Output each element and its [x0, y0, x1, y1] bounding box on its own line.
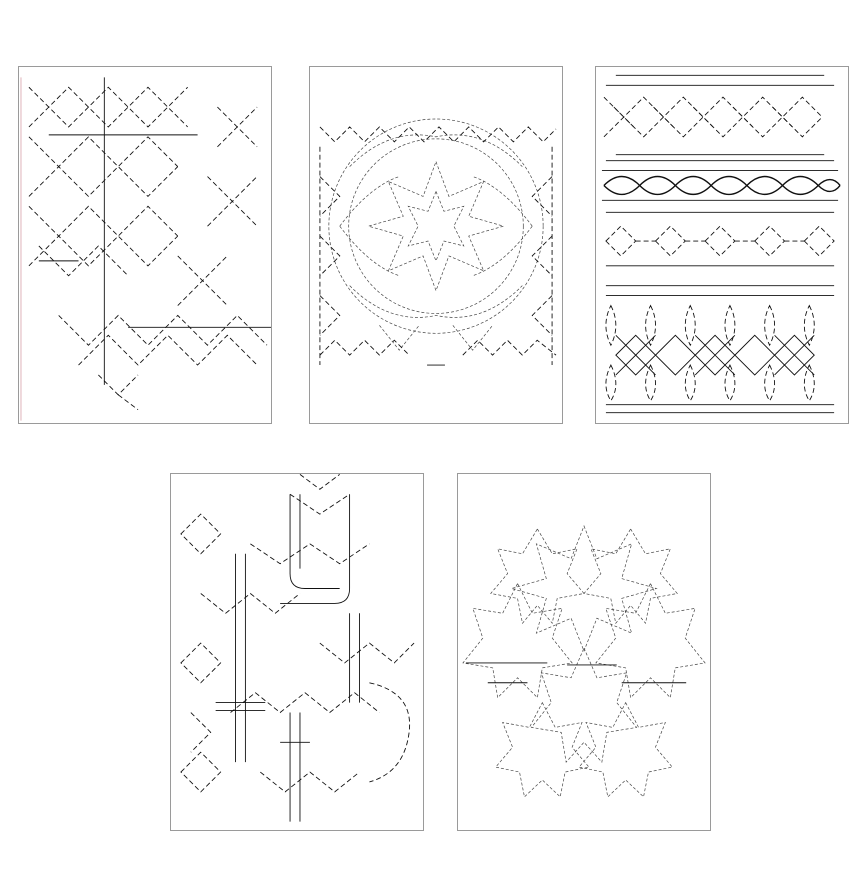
circular-star-pattern-sheet	[457, 473, 711, 831]
border-bands-panel-sheet	[595, 66, 849, 424]
frame-motif-panel	[171, 474, 423, 830]
circular-star-pattern	[458, 474, 710, 830]
central-rosette-panel-sheet	[309, 66, 563, 424]
border-bands-panel	[596, 67, 848, 423]
central-rosette-panel	[310, 67, 562, 423]
corner-fragment-pattern-sheet	[18, 66, 272, 424]
frame-motif-panel-sheet	[170, 473, 424, 831]
corner-fragment-pattern	[19, 67, 271, 423]
